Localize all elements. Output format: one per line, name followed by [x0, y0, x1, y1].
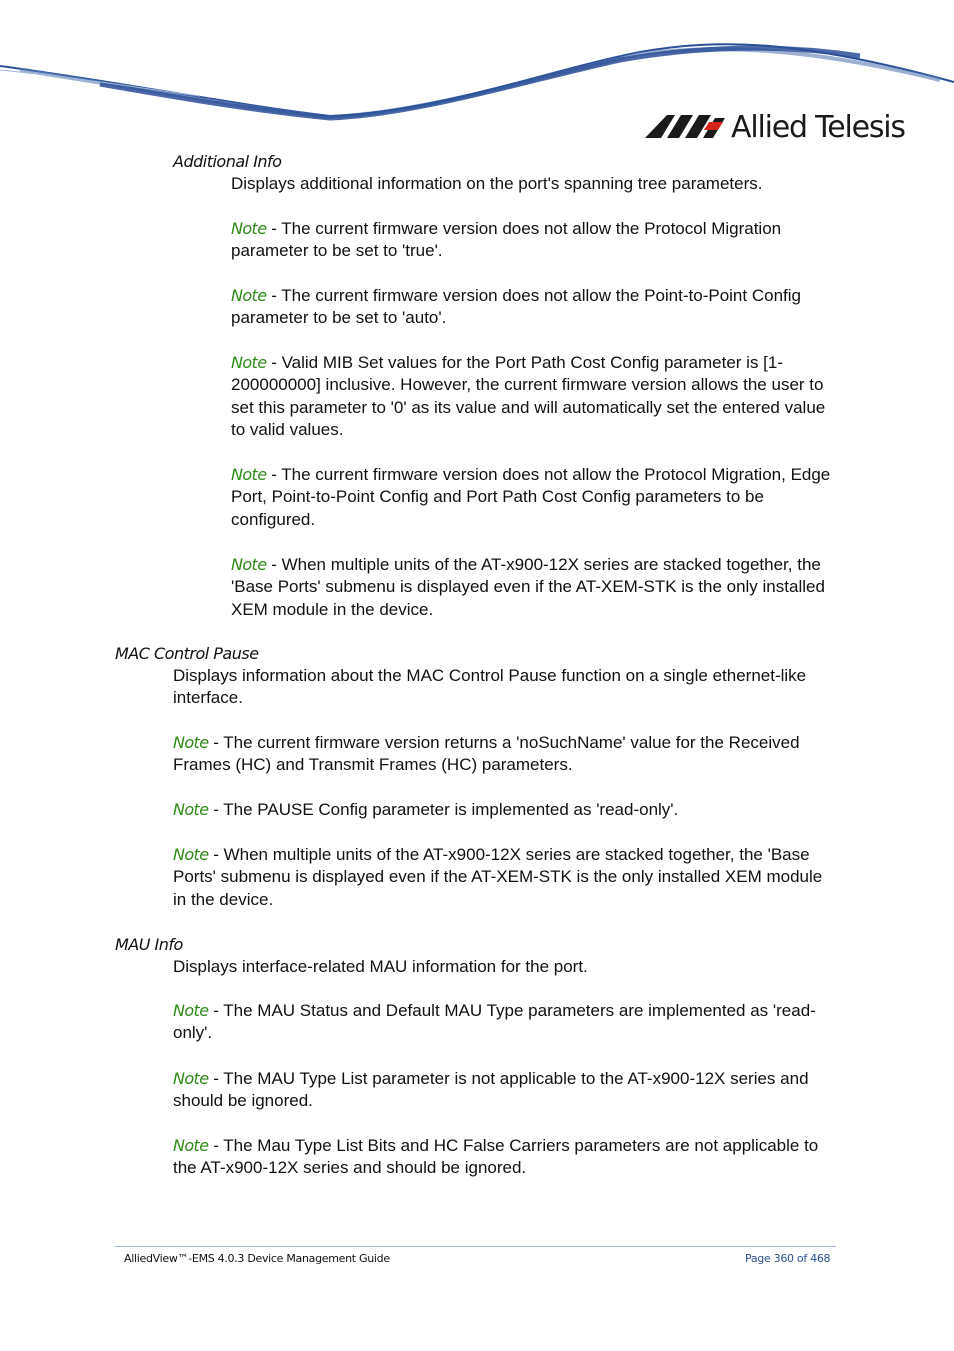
note-paragraph — [231, 352, 841, 442]
note-text: - The PAUSE Config parameter is implemented as 'read-only'. — [208, 800, 679, 819]
note-text: - The current firmware version does not allow the Protocol Migration, Edge Port, Point-to-Point Config and Port Path Cost Config parameters to be configured. — [231, 465, 831, 529]
note-text: - The current firmware version does not allow the Protocol Migration parameter to be set to 'true'. — [231, 219, 782, 261]
section-title-mac-control-pause: MAC Control Pause — [115, 644, 259, 663]
note-paragraph — [173, 732, 838, 777]
footer-page-number: Page 360 of 468 — [745, 1252, 831, 1265]
note-text: - The current firmware version returns a 'noSuchName' value for the Received Frames (HC) and Transmit Frames (HC) parameters. — [173, 733, 800, 775]
note-text: - The MAU Type List parameter is not applicable to the AT-x900-12X series and should be ignored. — [173, 1069, 809, 1111]
note-label: Note — [173, 733, 209, 752]
note-label: Note — [231, 555, 267, 574]
note-label: Note — [173, 1136, 209, 1155]
mau-info-description: Displays interface-related MAU information for the port. — [173, 957, 588, 976]
note-paragraph — [173, 799, 838, 821]
note-label: Note — [231, 286, 267, 305]
logo-text: Allied Telesis — [731, 110, 905, 145]
note-text: - When multiple units of the AT-x900-12X series are stacked together, the 'Base Ports' submenu is displayed even if the AT-XEM-STK is the only installed XEM module in the device. — [173, 845, 823, 909]
note-paragraph — [173, 1135, 838, 1180]
note-label: Note — [231, 465, 267, 484]
note-text: - The MAU Status and Default MAU Type parameters are implemented as 'read-only'. — [173, 1001, 816, 1043]
note-paragraph — [231, 464, 841, 531]
section-title-additional-info: Additional Info — [173, 152, 282, 171]
note-paragraph — [231, 218, 841, 263]
note-text: - When multiple units of the AT-x900-12X series are stacked together, the 'Base Ports' submenu is displayed even if the AT-XEM-STK is the only installed XEM module in the device. — [231, 555, 825, 619]
note-paragraph — [173, 1000, 838, 1045]
note-text: - The current firmware version does not allow the Point-to-Point Config parameter to be set to 'auto'. — [231, 286, 801, 328]
note-text: - The Mau Type List Bits and HC False Carriers parameters are not applicable to the AT-x900-12X series and should be ignored. — [173, 1136, 819, 1178]
mac-control-pause-description: Displays information about the MAC Control Pause function on a single ethernet-like interface. — [173, 666, 807, 708]
note-paragraph — [173, 844, 838, 911]
note-paragraph — [231, 285, 841, 330]
section-title-mau-info: MAU Info — [115, 935, 183, 954]
logo-mark-icon — [645, 108, 729, 148]
footer-divider — [115, 1246, 836, 1247]
note-label: Note — [173, 845, 209, 864]
footer-document-title: AlliedView™-EMS 4.0.3 Device Management Guide — [124, 1252, 390, 1265]
note-label: Note — [231, 219, 267, 238]
note-text: - Valid MIB Set values for the Port Path Cost Config parameter is [1-200000000] inclusive. However, the current firmware version allows the user to set this parameter to '0' as its value and will automatically set the entered value to valid values. — [231, 353, 826, 440]
note-paragraph — [231, 554, 841, 621]
note-paragraph — [173, 1068, 838, 1113]
additional-info-description: Displays additional information on the port's spanning tree parameters. — [231, 174, 763, 193]
note-label: Note — [173, 800, 209, 819]
note-label: Note — [173, 1069, 209, 1088]
note-label: Note — [173, 1001, 209, 1020]
note-label: Note — [231, 353, 267, 372]
